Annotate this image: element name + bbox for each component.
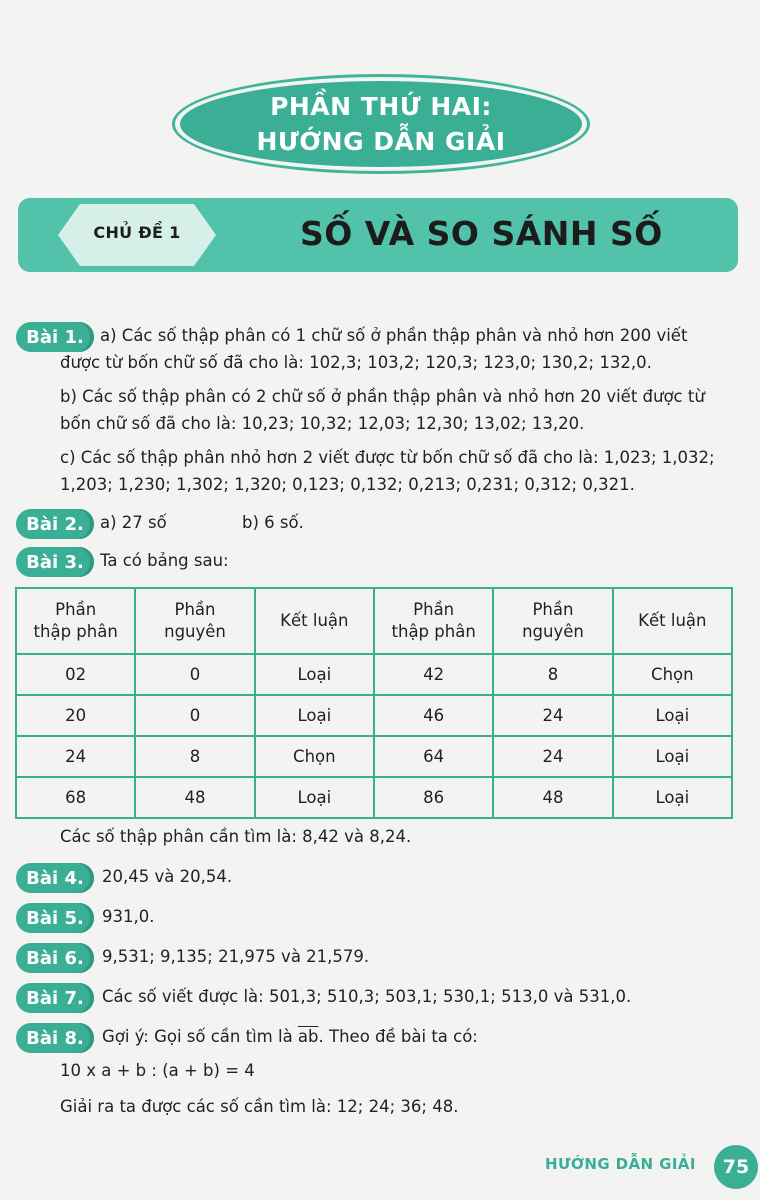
exercise-2-label: Bài 2. <box>16 509 94 539</box>
exercise-7-label: Bài 7. <box>16 983 94 1013</box>
ex1-b-line2: bốn chữ số đã cho là: 10,23; 10,32; 12,03; 12,30; 13,02; 13,20. <box>60 414 585 433</box>
table-row <box>16 695 732 736</box>
ex8-result: Giải ra ta được các số cần tìm là: 12; 24; 36; 48. <box>60 1097 459 1116</box>
part-header <box>172 74 590 174</box>
table-cell: Loại <box>255 654 374 695</box>
table-cell: 48 <box>493 777 612 818</box>
ex1-b-line1: b) Các số thập phân có 2 chữ số ở phần thập phân và nhỏ hơn 20 viết được từ <box>60 387 705 406</box>
ex7-answer: Các số viết được là: 501,3; 510,3; 503,1; 530,1; 513,0 và 531,0. <box>102 987 632 1006</box>
table-cell: 0 <box>135 695 254 736</box>
table-cell: 02 <box>16 654 135 695</box>
table-cell: 46 <box>374 695 493 736</box>
table-cell: Loại <box>613 695 732 736</box>
table-cell: 24 <box>16 736 135 777</box>
ex1-c-line2: 1,203; 1,230; 1,302; 1,320; 0,123; 0,132; 0,213; 0,231; 0,312; 0,321. <box>60 475 635 494</box>
ex3-intro: Ta có bảng sau: <box>100 551 229 570</box>
ex6-answer: 9,531; 9,135; 21,975 và 21,579. <box>102 947 370 966</box>
table-cell: 0 <box>135 654 254 695</box>
footer-label: HƯỚNG DẪN GIẢI <box>545 1155 696 1173</box>
table-cell: Chọn <box>255 736 374 777</box>
page-number: 75 <box>714 1145 758 1189</box>
table-cell: 24 <box>493 695 612 736</box>
header-oval <box>180 81 582 167</box>
table-row <box>16 736 732 777</box>
col-header: Phần nguyên <box>135 588 254 654</box>
table-cell: 64 <box>374 736 493 777</box>
exercise-1-label: Bài 1. <box>16 322 94 352</box>
table-cell: 24 <box>493 736 612 777</box>
ex8-hint-post: . Theo đề bài ta có: <box>318 1027 478 1046</box>
table-cell: 68 <box>16 777 135 818</box>
topic-title: SỐ VÀ SO SÁNH SỐ <box>300 214 663 253</box>
table-row <box>16 777 732 818</box>
ex8-hint-pre: Gợi ý: Gọi số cần tìm là <box>102 1027 298 1046</box>
table-row <box>16 654 732 695</box>
col-header: Phần thập phân <box>374 588 493 654</box>
ex8-hint-variable: $\overline{ab}$ <box>297 1027 319 1046</box>
ex2-b: b) 6 số. <box>242 513 304 532</box>
col-header: Kết luận <box>255 588 374 654</box>
table-cell: 8 <box>493 654 612 695</box>
topic-tag-label: CHỦ ĐỀ 1 <box>93 223 181 242</box>
table-cell: Loại <box>255 695 374 736</box>
table-cell: Loại <box>613 736 732 777</box>
table-cell: Loại <box>613 777 732 818</box>
ex1-c-line1: c) Các số thập phân nhỏ hơn 2 viết được từ bốn chữ số đã cho là: 1,023; 1,032; <box>60 448 715 467</box>
exercise-5-label: Bài 5. <box>16 903 94 933</box>
col-header: Phần thập phân <box>16 588 135 654</box>
header-line-1: PHẦN THỨ HAI: <box>270 92 492 121</box>
table-cell: Chọn <box>613 654 732 695</box>
col-header: Kết luận <box>613 588 732 654</box>
table-cell: 42 <box>374 654 493 695</box>
exercise-6-label: Bài 6. <box>16 943 94 973</box>
ex2-a: a) 27 số <box>100 513 167 532</box>
table-cell: 86 <box>374 777 493 818</box>
ex8-hint <box>102 1025 478 1049</box>
exercise-4-label: Bài 4. <box>16 863 94 893</box>
table-cell: 8 <box>135 736 254 777</box>
exercise-3-label: Bài 3. <box>16 547 94 577</box>
solution-table <box>15 587 733 819</box>
ex1-a-line1: a) Các số thập phân có 1 chữ số ở phần thập phân và nhỏ hơn 200 viết <box>100 326 688 345</box>
ex8-equation: 10 x a + b : (a + b) = 4 <box>60 1061 255 1080</box>
table-cell: 48 <box>135 777 254 818</box>
header-line-2: HƯỚNG DẪN GIẢI <box>256 127 506 156</box>
topic-tag <box>58 196 216 274</box>
ex5-answer: 931,0. <box>102 907 155 926</box>
table-header-row <box>16 588 732 654</box>
ex3-conclusion: Các số thập phân cần tìm là: 8,42 và 8,24. <box>60 827 412 846</box>
col-header: Phần nguyên <box>493 588 612 654</box>
table-cell: Loại <box>255 777 374 818</box>
exercise-8-label: Bài 8. <box>16 1023 94 1053</box>
table-cell: 20 <box>16 695 135 736</box>
ex4-answer: 20,45 và 20,54. <box>102 867 233 886</box>
ex1-a-line2: được từ bốn chữ số đã cho là: 102,3; 103,2; 120,3; 123,0; 130,2; 132,0. <box>60 353 652 372</box>
